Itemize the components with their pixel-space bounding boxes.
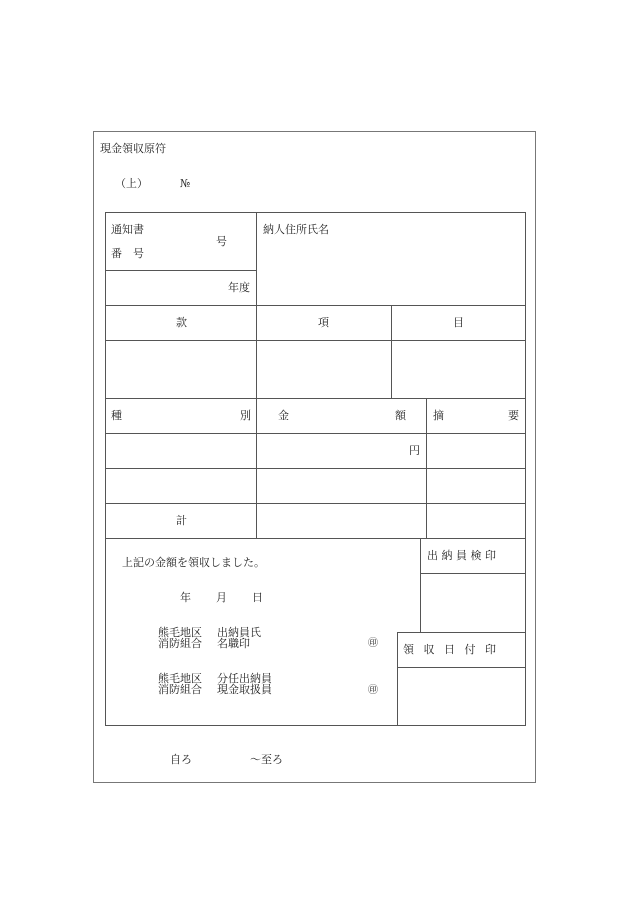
signer1-title-line1: 出納員氏 [217,626,261,639]
table-top-line [105,212,526,213]
seal-icon: ㊞ [368,638,378,649]
table-left-line [105,212,106,726]
date-day: 日 [252,591,263,604]
header-kan: 款 [176,316,187,329]
header-type-left: 種 [111,409,122,422]
signer2-org-line1: 熊毛地区 [158,672,202,685]
notice-label-line2: 番 号 [111,247,144,260]
inspection-box-left [420,538,421,632]
payer-label: 納人住所氏名 [263,223,329,236]
signer1-title-line2: 名職印 [217,637,250,650]
table-right-line [525,212,526,726]
table-bottom-line [105,725,526,726]
col-divider-item [391,305,392,398]
receipt-date-seal-label: 領 収 日 付 印 [403,643,496,656]
col-divider-1 [256,212,257,538]
signer2-org-line2: 消防組合 [158,683,202,696]
signer2-title-line2: 現金取扱員 [217,683,272,696]
header-remarks-left: 摘 [433,409,444,422]
header-amount-left: 金 [278,409,289,422]
header-type-right: 別 [240,409,251,422]
yen-unit: 円 [409,444,420,457]
inspection-seal-label: 出 納 員 検 印 [427,549,496,562]
date-month: 月 [216,591,227,604]
copy-mark: （上） [115,177,148,190]
total-label: 計 [176,514,187,527]
signer1-org-line1: 熊毛地区 [158,626,202,639]
inspection-box-divider [420,573,526,574]
notice-number-suffix: 号 [216,235,227,248]
row-line-398 [105,398,526,399]
notice-label-line1: 通知書 [111,223,144,236]
header-remarks-right: 要 [508,409,519,422]
receipt-seal-box-divider [397,667,526,668]
row-line-305 [105,305,526,306]
seal-icon: ㊞ [368,685,378,696]
row-line-503 [105,503,526,504]
signer1-org-line2: 消防組合 [158,637,202,650]
receipt-seal-box-left [397,632,398,726]
period-to: ～至ろ [250,753,283,766]
form-title: 現金領収原符 [100,142,166,155]
fiscal-year-label: 年度 [228,281,250,294]
row-line-340 [105,340,526,341]
header-amount-right: 額 [395,409,406,422]
signer2-title-line1: 分任出納員 [217,672,272,685]
header-moku: 目 [453,316,464,329]
row-line-538 [105,538,526,539]
receipt-seal-box-top [397,632,526,633]
receipt-statement: 上記の金額を領収しました。 [122,556,265,569]
date-year: 年 [180,591,191,604]
period-from: 自ろ [170,753,192,766]
notice-year-divider [105,270,256,271]
header-kou: 項 [318,316,329,329]
number-label: № [180,177,191,190]
row-line-468 [105,468,526,469]
row-line-433 [105,433,526,434]
